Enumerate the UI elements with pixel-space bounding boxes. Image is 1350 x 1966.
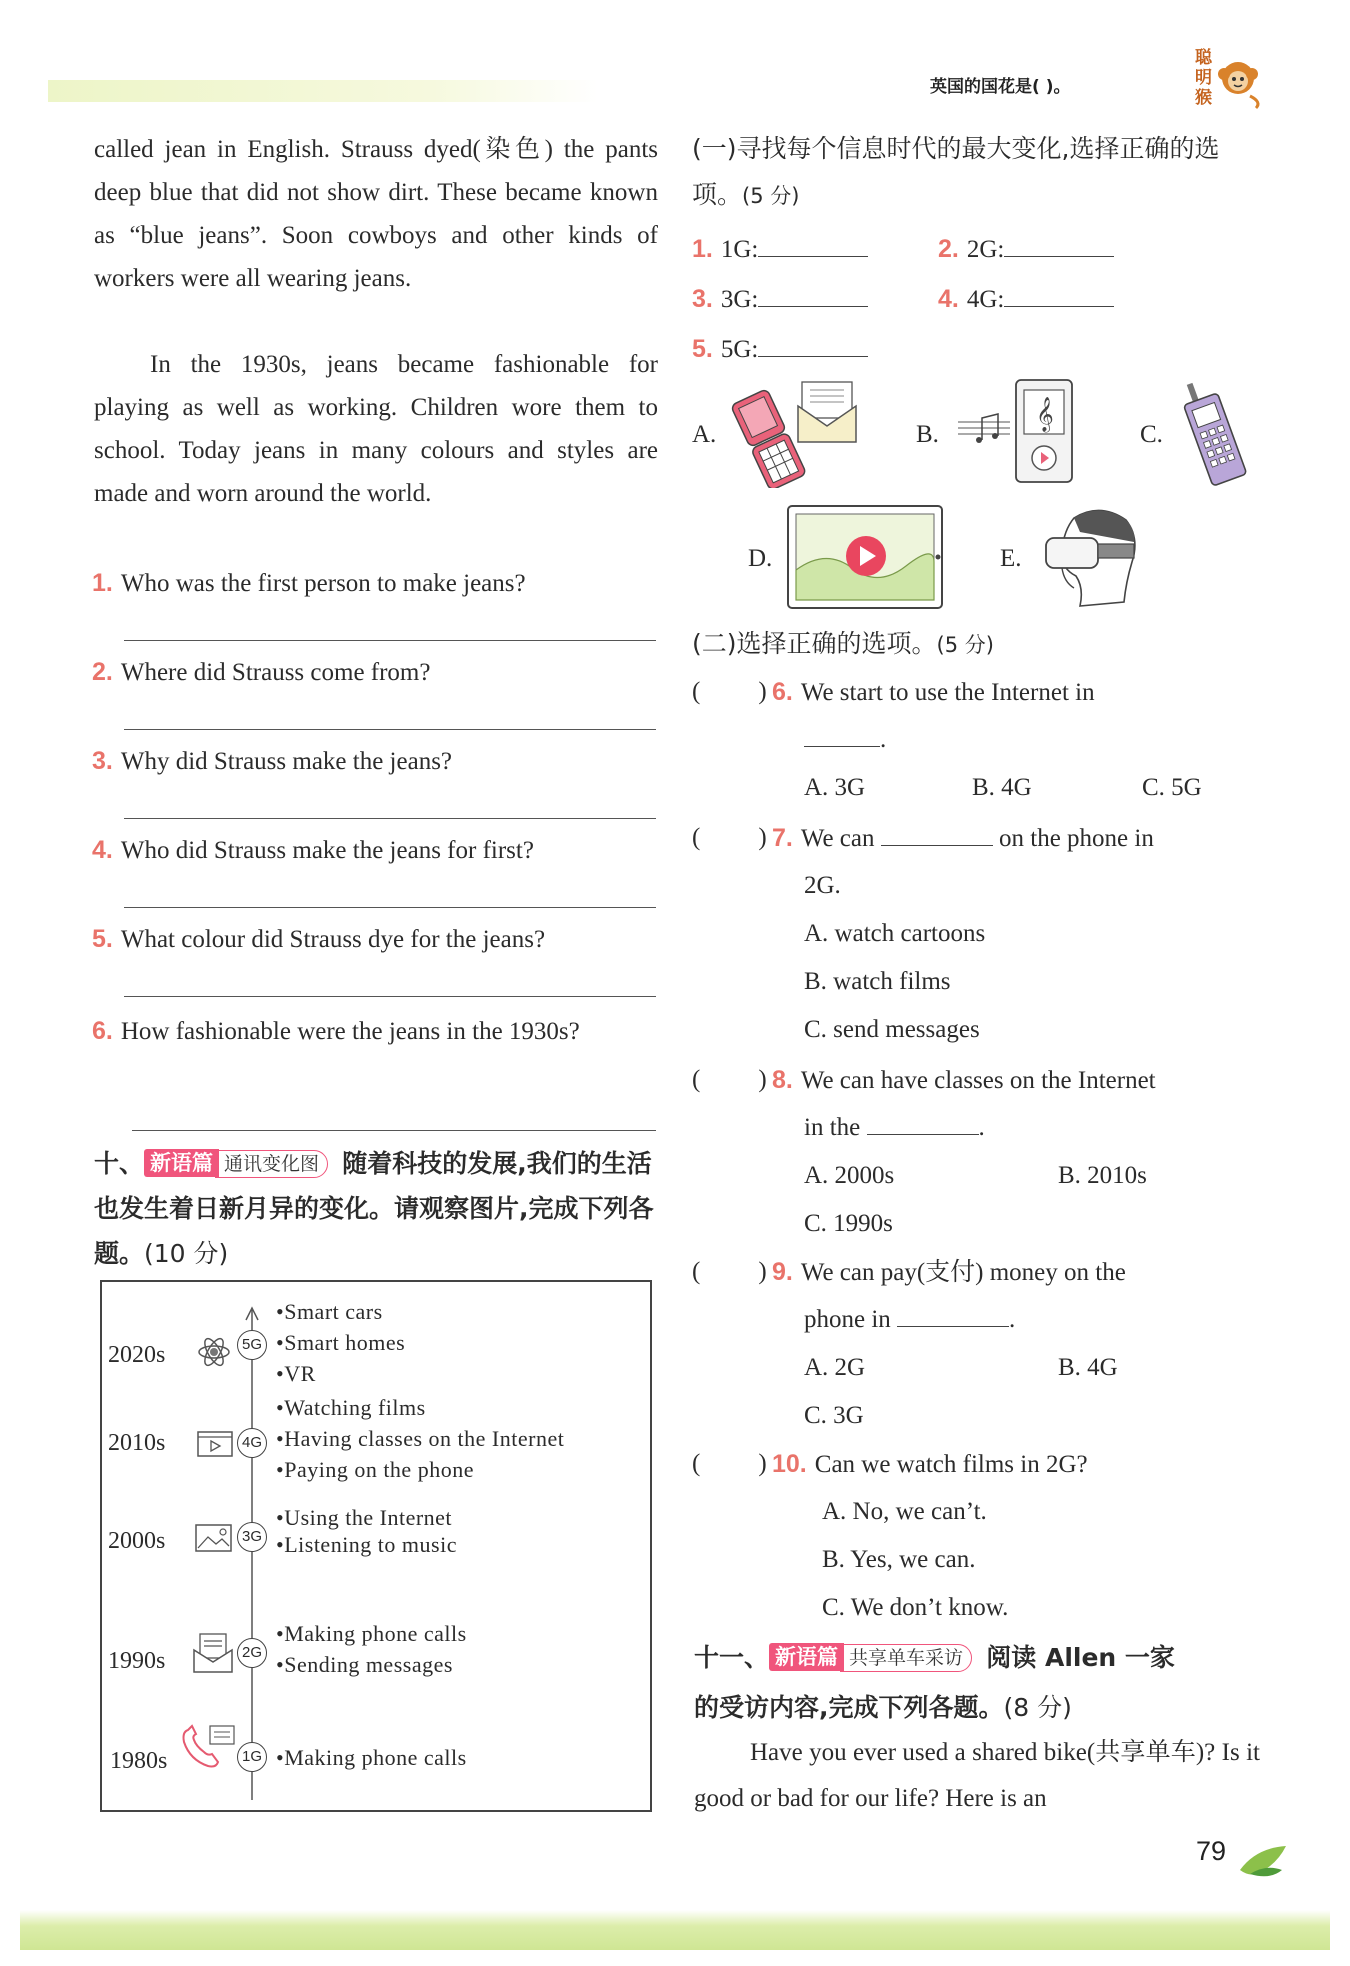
passage-paragraph-2: In the 1930s, jeans became fashionable for playing as well as working. Children wore them to school. Today jeans in many colours and styles are made and worn around the world. xyxy=(94,351,658,507)
video-player-icon xyxy=(196,1428,234,1458)
badge-1g: 1G xyxy=(237,1742,267,1772)
list-2010s: •Watching films •Having classes on the Internet •Paying on the phone xyxy=(276,1395,565,1482)
section-10-title: 十、 新语篇 通讯变化图 随着科技的发展,我们的生活也发生着日新月异的变化。请观察图片,完成下列各题。(10 分) xyxy=(94,1149,654,1268)
q9-option-b[interactable]: B. 4G xyxy=(1058,1354,1118,1381)
pic-b-label: B. xyxy=(916,421,939,448)
bottom-decor-band xyxy=(20,1910,1330,1950)
answer-line-1[interactable] xyxy=(124,640,656,641)
passage-2: Have you ever used a shared bike(共享单车)? Is it good or bad for our life? Here is an xyxy=(694,1739,1260,1812)
list-2000s: •Using the Internet •Listening to music xyxy=(276,1505,457,1557)
mascot-label: 聪明猴 xyxy=(1195,48,1212,108)
answer-line-6[interactable] xyxy=(132,1130,656,1131)
section-11-title-line2: 的受访内容,完成下列各题。(8 分) xyxy=(694,1693,1072,1722)
gen-1g-item: 1. 1G: xyxy=(692,230,868,269)
header-question: 英国的国花是( )。 xyxy=(930,77,1071,97)
leaf-decoration-icon xyxy=(1236,1840,1292,1884)
q9-blank[interactable] xyxy=(897,1302,1009,1327)
year-2020s: 2020s xyxy=(108,1342,166,1368)
badge-4g: 4G xyxy=(237,1428,267,1458)
topic-tag-2: 共享单车采访 xyxy=(840,1644,972,1672)
music-player-icon[interactable] xyxy=(956,378,1078,486)
q7-option-a[interactable]: A. watch cartoons xyxy=(804,920,986,947)
question-4: 4. Who did Strauss make the jeans for first? xyxy=(92,836,534,864)
gen-4g-blank[interactable] xyxy=(1004,284,1114,307)
question-1: 1. Who was the first person to make jeans? xyxy=(92,569,526,597)
question-5: 5. What colour did Strauss dye for the jeans? xyxy=(92,925,546,953)
q7-line2: 2G. xyxy=(804,872,841,899)
badge-3g: 3G xyxy=(237,1522,267,1552)
brick-cellphone-icon[interactable] xyxy=(1176,376,1260,488)
q9-line2: phone in . xyxy=(804,1300,1015,1340)
answer-line-2[interactable] xyxy=(124,729,656,730)
vr-headset-icon[interactable] xyxy=(1040,502,1144,610)
q10-paren[interactable]: ( ) xyxy=(692,1450,767,1477)
pic-e-label: E. xyxy=(1000,545,1022,572)
part-2-title: (二)选择正确的选项。(5 分) xyxy=(692,629,994,658)
badge-5g: 5G xyxy=(237,1330,267,1360)
topic-tag: 通讯变化图 xyxy=(215,1150,328,1178)
pic-c-label: C. xyxy=(1140,421,1163,448)
q7-option-b[interactable]: B. watch films xyxy=(804,968,951,995)
q8-option-b[interactable]: B. 2010s xyxy=(1058,1162,1147,1189)
q6-paren[interactable]: ( ) xyxy=(692,678,767,705)
q7-text: 7. We can on the phone in xyxy=(772,818,1262,859)
q7-option-c[interactable]: C. send messages xyxy=(804,1016,980,1043)
list-1980s: •Making phone calls xyxy=(276,1745,467,1770)
q9-option-a[interactable]: A. 2G xyxy=(804,1354,866,1381)
q6-text: 6. We start to use the Internet in xyxy=(772,678,1095,706)
list-2020s: •Smart cars •Smart homes •VR xyxy=(276,1299,406,1386)
picture-icon xyxy=(194,1522,234,1554)
passage-paragraph-1: called jean in English. Strauss dyed(染色) the pants deep blue that did not show dirt. These became known as “blue jeans”. Soon cowboys and other kinds of workers were all wearing jeans. xyxy=(94,136,658,292)
q9-text: 9. We can pay(支付) money on the xyxy=(772,1258,1126,1286)
answer-line-3[interactable] xyxy=(124,818,656,819)
phone-handset-icon xyxy=(180,1722,238,1774)
q6-blank[interactable]: . xyxy=(804,720,886,760)
q8-option-c[interactable]: C. 1990s xyxy=(804,1210,893,1237)
q6-option-a[interactable]: A. 3G xyxy=(804,774,866,801)
flip-phone-message-icon[interactable] xyxy=(730,378,860,488)
q9-option-c[interactable]: C. 3G xyxy=(804,1402,864,1429)
list-1990s: •Making phone calls •Sending messages xyxy=(276,1621,467,1677)
q6-option-c[interactable]: C. 5G xyxy=(1142,774,1202,801)
svg-text:𝄞: 𝄞 xyxy=(1036,397,1054,432)
q9-paren[interactable]: ( ) xyxy=(692,1258,767,1285)
year-2000s: 2000s xyxy=(108,1528,166,1554)
new-text-tag: 新语篇 xyxy=(144,1149,219,1177)
q10-option-a[interactable]: A. No, we can’t. xyxy=(822,1498,987,1525)
gen-5g-item: 5. 5G: xyxy=(692,330,868,369)
new-text-tag-2: 新语篇 xyxy=(769,1643,844,1671)
q8-blank[interactable] xyxy=(867,1110,979,1135)
q10-option-c[interactable]: C. We don’t know. xyxy=(822,1594,1009,1621)
year-1990s: 1990s xyxy=(108,1648,166,1674)
top-decor-band xyxy=(48,80,598,102)
gen-3g-blank[interactable] xyxy=(758,284,868,307)
section-11-title: 十一、 新语篇 共享单车采访 阅读 Allen 一家 xyxy=(694,1643,1175,1672)
question-6: 6. How fashionable were the jeans in the 1930s? xyxy=(92,1017,580,1045)
q8-line2: in the . xyxy=(804,1108,985,1148)
atom-icon xyxy=(196,1334,232,1370)
gen-5g-blank[interactable] xyxy=(758,334,868,357)
answer-line-5[interactable] xyxy=(124,996,656,997)
pic-d-label: D. xyxy=(748,545,773,572)
page-number: 79 xyxy=(1196,1836,1227,1866)
monkey-mascot-icon xyxy=(1212,52,1264,110)
badge-2g: 2G xyxy=(237,1638,267,1668)
gen-4g-item: 4. 4G: xyxy=(938,280,1114,319)
question-2: 2. Where did Strauss come from? xyxy=(92,658,431,686)
q7-blank[interactable] xyxy=(881,821,993,846)
q7-paren[interactable]: ( ) xyxy=(692,824,767,851)
q8-option-a[interactable]: A. 2000s xyxy=(804,1162,895,1189)
gen-3g-item: 3. 3G: xyxy=(692,280,868,319)
q8-text: 8. We can have classes on the Internet xyxy=(772,1066,1156,1094)
q10-option-b[interactable]: B. Yes, we can. xyxy=(822,1546,976,1573)
year-2010s: 2010s xyxy=(108,1430,166,1456)
q6-option-b[interactable]: B. 4G xyxy=(972,774,1032,801)
q10-text: 10. Can we watch films in 2G? xyxy=(772,1450,1088,1478)
video-tablet-icon[interactable] xyxy=(786,504,946,610)
answer-line-4[interactable] xyxy=(124,907,656,908)
pic-a-label: A. xyxy=(692,421,717,448)
gen-2g-item: 2. 2G: xyxy=(938,230,1114,269)
envelope-icon xyxy=(192,1632,234,1674)
year-1980s: 1980s xyxy=(110,1748,168,1774)
gen-1g-blank[interactable] xyxy=(758,234,868,257)
question-3: 3. Why did Strauss make the jeans? xyxy=(92,747,453,775)
part-1-title: (一)寻找每个信息时代的最大变化,选择正确的选项。(5 分) xyxy=(692,134,1220,209)
gen-2g-blank[interactable] xyxy=(1004,234,1114,257)
q8-paren[interactable]: ( ) xyxy=(692,1066,767,1093)
